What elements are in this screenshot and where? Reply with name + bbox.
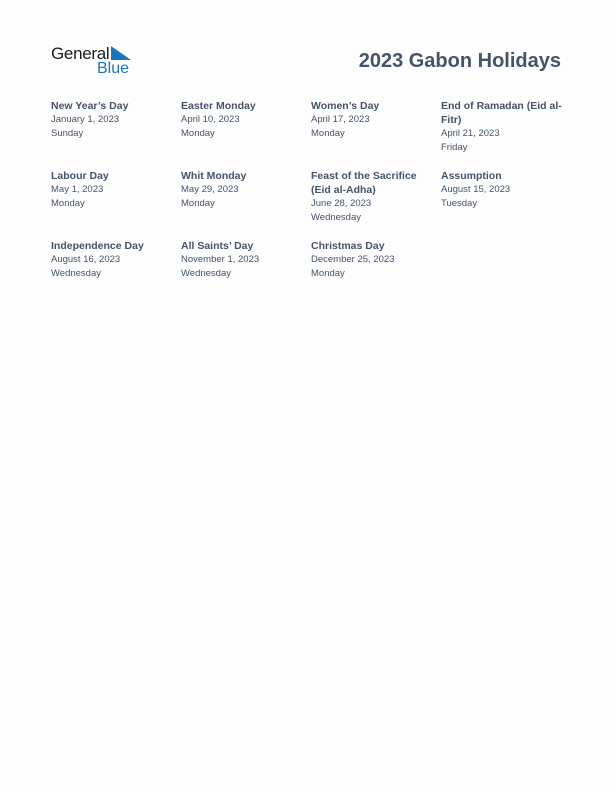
logo-flag-icon xyxy=(111,46,131,60)
holiday-grid xyxy=(51,98,571,308)
holiday-date: August 15, 2023 xyxy=(441,184,511,195)
holiday-weekday: Wednesday xyxy=(311,212,361,223)
holiday-weekday: Wednesday xyxy=(51,268,101,279)
holiday-item xyxy=(51,238,181,308)
holiday-item xyxy=(181,98,311,168)
holiday-name: Women’s Day xyxy=(311,100,380,112)
logo xyxy=(51,44,141,80)
holiday-date: April 17, 2023 xyxy=(311,114,370,125)
holiday-date: June 28, 2023 xyxy=(311,198,372,209)
holiday-weekday: Monday xyxy=(181,128,215,139)
holiday-name: End of Ramadan (Eid al-Fitr) xyxy=(441,100,562,126)
holiday-name: Feast of the Sacrifice (Eid al-Adha) xyxy=(311,170,417,196)
holiday-date: August 16, 2023 xyxy=(51,254,121,265)
holiday-item xyxy=(311,168,441,238)
holiday-item xyxy=(441,98,571,168)
holiday-item xyxy=(51,168,181,238)
logo-text-general: General xyxy=(51,44,110,63)
holiday-weekday: Tuesday xyxy=(441,198,478,209)
holiday-weekday: Monday xyxy=(311,128,345,139)
holiday-item xyxy=(311,98,441,168)
holiday-date: January 1, 2023 xyxy=(51,114,120,125)
holiday-date: April 21, 2023 xyxy=(441,128,500,139)
page-title: 2023 Gabon Holidays xyxy=(358,50,561,72)
holiday-name: New Year’s Day xyxy=(51,100,129,112)
holiday-name: All Saints’ Day xyxy=(181,240,254,252)
holiday-weekday: Monday xyxy=(51,198,85,209)
holiday-item xyxy=(181,238,311,308)
holiday-weekday: Monday xyxy=(311,268,345,279)
holiday-date: April 10, 2023 xyxy=(181,114,240,125)
holiday-date: November 1, 2023 xyxy=(181,254,260,265)
holiday-item xyxy=(181,168,311,238)
holiday-name: Easter Monday xyxy=(181,100,256,112)
holiday-weekday: Wednesday xyxy=(181,268,231,279)
holiday-date: December 25, 2023 xyxy=(311,254,395,265)
holiday-name: Christmas Day xyxy=(311,240,385,252)
holiday-name: Whit Monday xyxy=(181,170,247,182)
holiday-item xyxy=(441,168,571,238)
holiday-date: May 29, 2023 xyxy=(181,184,239,195)
holiday-weekday: Sunday xyxy=(51,128,84,139)
holiday-item xyxy=(51,98,181,168)
holiday-name: Independence Day xyxy=(51,240,144,252)
holiday-name: Assumption xyxy=(441,170,502,182)
holiday-date: May 1, 2023 xyxy=(51,184,104,195)
holiday-weekday: Friday xyxy=(441,142,468,153)
holiday-name: Labour Day xyxy=(51,170,109,182)
logo-text-blue: Blue xyxy=(97,60,130,77)
holiday-weekday: Monday xyxy=(181,198,215,209)
holiday-item xyxy=(311,238,441,308)
